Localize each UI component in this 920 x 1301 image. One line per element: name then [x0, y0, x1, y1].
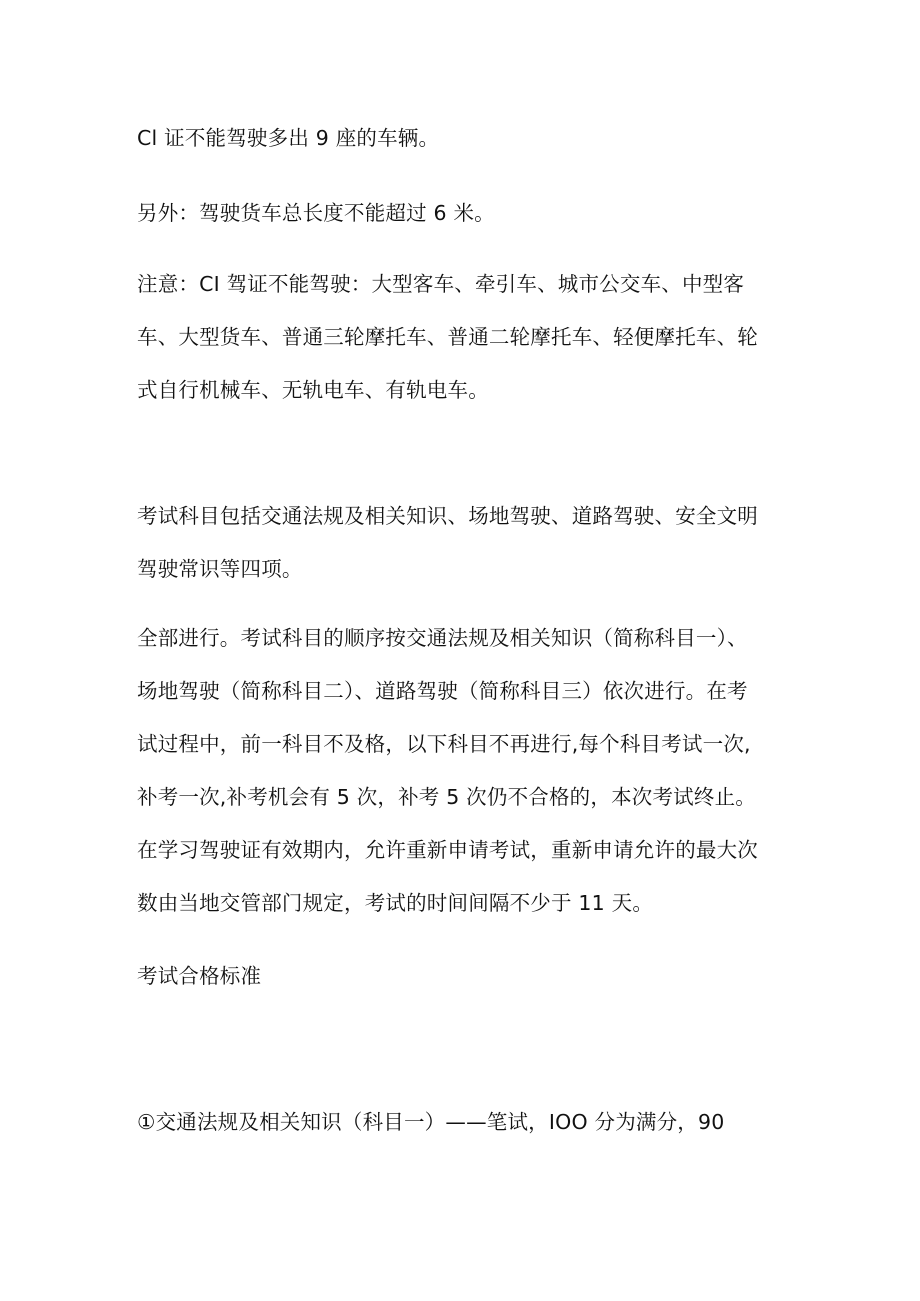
text-line: 式自行机械车、无轨电车、有轨电车。 — [137, 378, 489, 402]
text-line: 试过程中，前一科目不及格，以下科目不再进行,每个科目考试一次, — [137, 732, 751, 756]
paragraph-c1-license — [137, 112, 787, 165]
text-line: 补考一次,补考机会有 5 次，补考 5 次仍不合格的，本次考试终止。 — [137, 785, 756, 809]
text-line: ①交通法规及相关知识（科目一）——笔试，IOO 分为满分，90 — [137, 1110, 725, 1134]
paragraph-subject-one — [137, 1096, 787, 1149]
text-line: 全部进行。考试科目的顺序按交通法规及相关知识（简称科目一）、 — [137, 626, 748, 650]
paragraph-truck-length — [137, 187, 787, 240]
text-line: 考试科目包括交通法规及相关知识、场地驾驶、道路驾驶、安全文明 — [137, 504, 758, 528]
text-line: 注意：CI 驾证不能驾驶：大型客车、牵引车、城市公交车、中型客 — [137, 272, 745, 296]
text-line: 车、大型货车、普通三轮摩托车、普通二轮摩托车、轻便摩托车、轮 — [137, 325, 758, 349]
paragraph-exam-subjects — [137, 490, 787, 596]
text-line: 在学习驾驶证有效期内，允许重新申请考试，重新申请允许的最大次 — [137, 838, 758, 862]
paragraph-exam-order — [137, 612, 787, 930]
text-line: 数由当地交管部门规定，考试的时间间隔不少于 11 天。 — [137, 891, 654, 915]
paragraph-heading-pass-standard — [137, 950, 787, 1003]
text-line: Cl 证不能驾驶多出 9 座的车辆。 — [137, 126, 440, 150]
text-line: 驾驶常识等四项。 — [137, 557, 303, 581]
section-heading: 考试合格标准 — [137, 964, 262, 988]
text-line: 另外：驾驶货车总长度不能超过 6 米。 — [137, 201, 495, 225]
text-line: 场地驾驶（简称科目二）、道路驾驶（简称科目三）依次进行。在考 — [137, 679, 748, 703]
paragraph-note-restrictions — [137, 258, 787, 417]
